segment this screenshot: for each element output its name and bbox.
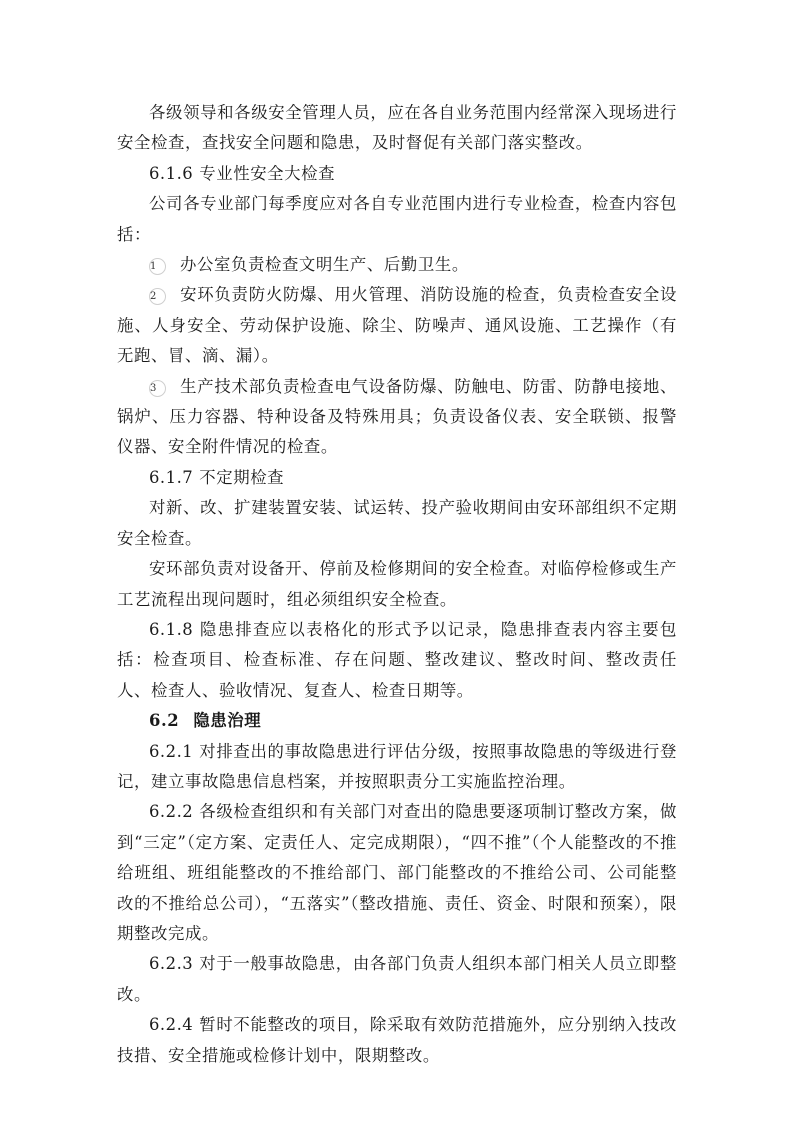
heading-text: 不定期检查 <box>199 467 285 487</box>
section-title: 隐患治理 <box>193 711 262 731</box>
clause-number: 6.2.1 <box>149 741 194 761</box>
paragraph-leader-inspection: 各级领导和各级安全管理人员，应在各自业务范围内经常深入现场进行安全检查，查找安全问题和隐患，及时督促有关部门落实整改。 <box>117 103 677 153</box>
circled-number-1: 1 <box>149 258 166 275</box>
list-item-text: 安环负责防火防爆、用火管理、消防设施的检查，负责检查安全设施、人身安全、劳动保护设施、除尘、防噪声、通风设施、工艺操作（有无跑、冒、滴、漏）。 <box>117 285 677 366</box>
list-item-text: 办公室负责检查文明生产、后勤卫生。 <box>180 255 469 275</box>
paragraph-6-2-3 <box>117 949 677 1010</box>
list-item-text: 生产技术部负责检查电气设备防爆、防触电、防雷、防静电接地、锅炉、压力容器、特种设备及特殊用具；负责设备仪表、安全联锁、报警仪器、安全附件情况的检查。 <box>117 376 677 457</box>
heading-6-1-7 <box>117 463 677 493</box>
list-item-1 <box>117 250 677 280</box>
paragraph-maintenance-inspection: 安环部负责对设备开、停前及检修期间的安全检查。对临停检修或生产工艺流程出现问题时，组必须组织安全检查。 <box>117 559 677 609</box>
heading-number: 6.1.6 <box>149 163 194 183</box>
clause-text: 对于一般事故隐患，由各部门负责人组织本部门相关人员立即整改。 <box>117 954 677 1004</box>
list-item-3 <box>117 372 677 463</box>
circled-number-3: 3 <box>149 380 166 397</box>
clause-number: 6.2.4 <box>149 1015 194 1035</box>
section-heading-6-2 <box>117 706 677 736</box>
paragraph-irregular-inspection: 对新、改、扩建装置安装、试运转、投产验收期间由安环部组织不定期安全检查。 <box>117 498 677 548</box>
clause-number: 6.2.2 <box>149 802 194 822</box>
clause-text: 各级检查组织和有关部门对查出的隐患要逐项制订整改方案，做到“三定”（定方案、定责任人、定完成期限），“四不推”（个人能整改的不推给班组、班组能整改的不推给部门、部门能整改的不推给公司、公司能整改的不推给总公司），“五落实”（整改措施、责任、资金、时限和预案），限期整改完成。 <box>117 802 677 943</box>
heading-6-1-6 <box>117 159 677 189</box>
circled-number-2: 2 <box>149 288 166 305</box>
paragraph-6-2-2 <box>117 797 677 949</box>
clause-text: 隐患排查应以表格化的形式予以记录，隐患排查表内容主要包括：检查项目、检查标准、存在问题、整改建议、整改时间、整改责任人、检查人、验收情况、复查人、检查日期等。 <box>117 619 677 700</box>
clause-number: 6.1.8 <box>149 619 194 639</box>
heading-number: 6.1.7 <box>149 467 194 487</box>
clause-text: 对排查出的事故隐患进行评估分级，按照事故隐患的等级进行登记，建立事故隐患信息档案，并按照职责分工实施监控治理。 <box>117 741 677 791</box>
list-item-2 <box>117 280 677 371</box>
clause-text: 暂时不能整改的项目，除采取有效防范措施外，应分别纳入技改技措、安全措施或检修计划中，限期整改。 <box>117 1015 677 1065</box>
paragraph-6-2-1 <box>117 737 677 798</box>
paragraph-6-1-8 <box>117 615 677 706</box>
document-page <box>117 98 677 1071</box>
paragraph-6-2-4 <box>117 1010 677 1071</box>
clause-number: 6.2.3 <box>149 954 194 974</box>
paragraph-professional-inspection: 公司各专业部门每季度应对各自专业范围内进行专业检查，检查内容包括： <box>117 194 677 244</box>
section-number: 6.2 <box>149 711 180 731</box>
heading-text: 专业性安全大检查 <box>199 163 336 183</box>
